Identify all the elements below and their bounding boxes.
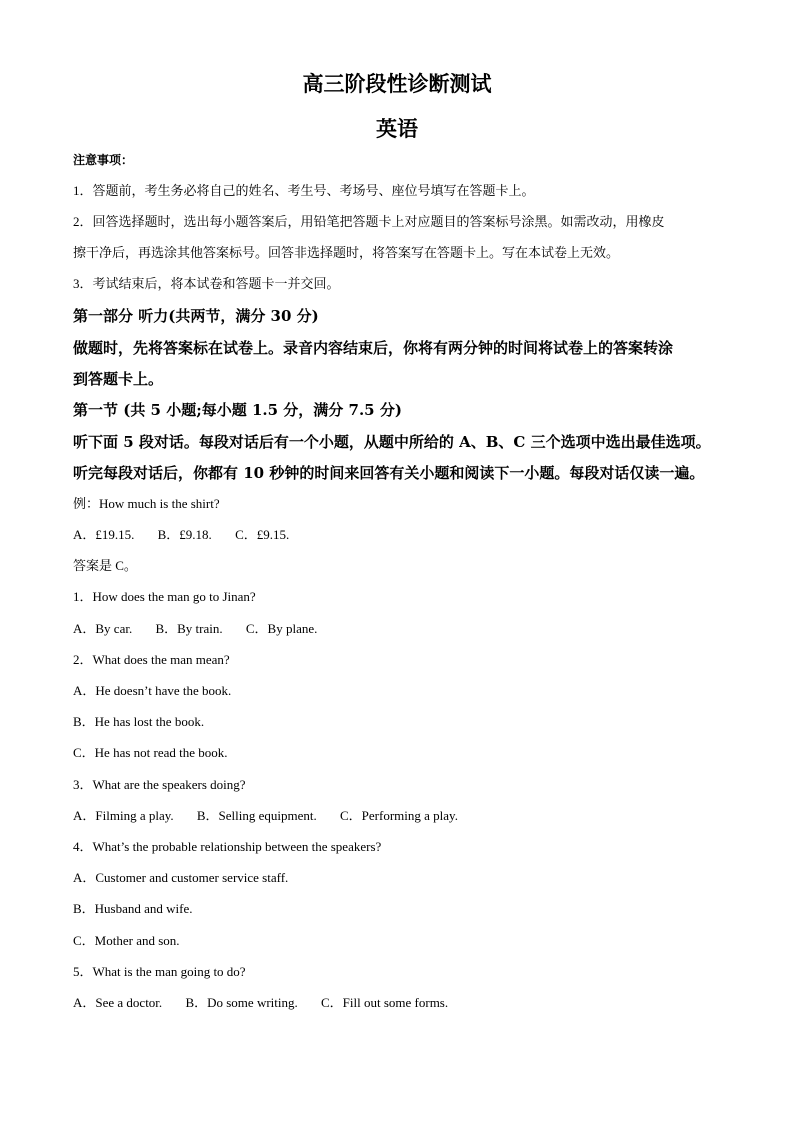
option: C．He has not read the book. <box>73 745 228 760</box>
option: B．He has lost the book. <box>73 714 205 729</box>
notice-item: 3．考试结束后，将本试卷和答题卡一并交回。 <box>73 276 340 291</box>
option: C．£9.15. <box>235 527 290 542</box>
question-4: 4．What’s the probable relationship between the speakers? <box>73 839 382 854</box>
notice-item: 擦干净后，再选涂其他答案标号。回答非选择题时，将答案写在答题卡上。写在本试卷上无效。 <box>73 245 620 260</box>
option: A．Filming a play. <box>73 808 174 823</box>
question-1-options <box>73 621 337 637</box>
option: A．Customer and customer service staff. <box>73 870 289 885</box>
question-3-options <box>73 808 478 824</box>
notice-heading: 注意事项： <box>73 153 134 167</box>
part1-instruction: 做题时，先将答案标在试卷上。录音内容结束后，你将有两分钟的时间将试卷上的答案转涂 <box>73 339 674 357</box>
option: B．Do some writing. <box>185 995 298 1010</box>
option: B．By train. <box>155 621 223 636</box>
notice-item: 1．答题前，考生务必将自己的姓名、考生号、考场号、座位号填写在答题卡上。 <box>73 183 535 198</box>
notice-item: 2．回答选择题时，选出每小题答案后，用铅笔把答题卡上对应题目的答案标号涂黑。如需改动，用橡皮 <box>73 214 665 229</box>
section1-instruction: 听下面 5 段对话。每段对话后有一个小题，从题中所给的 A、B、C 三个选项中选出最佳选项。 <box>73 433 711 451</box>
option: C．Mother and son. <box>73 933 180 948</box>
option: A．See a doctor. <box>73 995 163 1010</box>
example-options <box>73 527 309 543</box>
option: C．By plane. <box>245 621 318 636</box>
question-5: 5．What is the man going to do? <box>73 964 246 979</box>
option: B．£9.18. <box>157 527 212 542</box>
part1-instruction: 到答题卡上。 <box>73 370 164 388</box>
option: C．Fill out some forms. <box>321 995 449 1010</box>
exam-title: 高三阶段性诊断测试 <box>302 71 492 96</box>
part1-heading: 第一部分 听力(共两节，满分 30 分) <box>73 307 319 325</box>
question-2: 2．What does the man mean? <box>73 652 230 667</box>
option: A．He doesn’t have the book. <box>73 683 232 698</box>
question-1: 1．How does the man go to Jinan? <box>73 589 256 604</box>
example-question: 例：How much is the shirt? <box>73 496 220 511</box>
section1-heading: 第一节 (共 5 小题;每小题 1.5 分，满分 7.5 分) <box>73 401 402 419</box>
option: B．Selling equipment. <box>196 808 317 823</box>
option: A．By car. <box>73 621 133 636</box>
example-answer: 答案是 C。 <box>73 558 137 573</box>
option: C．Performing a play. <box>340 808 458 823</box>
option: B．Husband and wife. <box>73 901 193 916</box>
exam-subject: 英语 <box>376 116 418 141</box>
section1-instruction: 听完每段对话后，你都有 10 秒钟的时间来回答有关小题和阅读下一小题。每段对话仅读一遍。 <box>73 464 705 482</box>
question-3: 3．What are the speakers doing? <box>73 777 246 792</box>
question-5-options <box>73 995 468 1011</box>
option: A．£19.15. <box>73 527 135 542</box>
